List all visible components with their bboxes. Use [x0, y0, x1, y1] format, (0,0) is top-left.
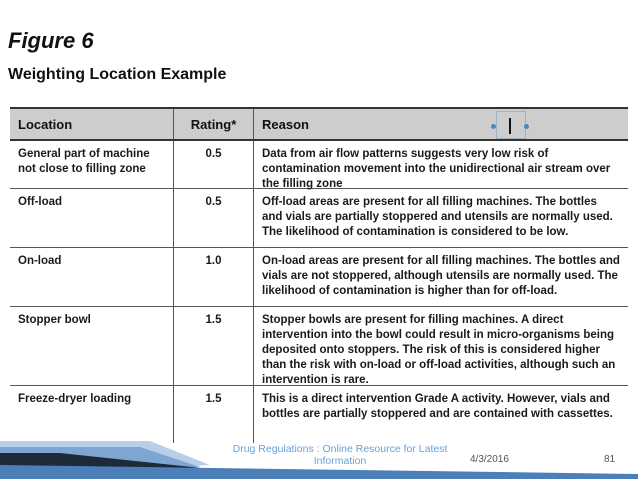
footer-page-number: 81	[604, 454, 616, 465]
figure-title: Figure 6	[8, 28, 94, 53]
table-row	[10, 189, 628, 248]
cell-rating: 1.0	[174, 248, 254, 306]
cell-location: On-load	[10, 248, 174, 306]
weighting-table	[10, 107, 628, 443]
cell-reason: Data from air flow patterns suggests very low risk of contamination movement into the unidirectional air stream over the filling zone	[262, 148, 611, 190]
cell-rating: 0.5	[174, 189, 254, 247]
footer-source-link[interactable]: Drug Regulations : Online Resource for Latest Information	[232, 443, 448, 467]
cell-reason: On-load areas are present for all filling machines. The bottles and vials are not stoppered, although utensils are normally used. The likelihood of contamination is higher than for off-load.	[262, 255, 620, 297]
cell-reason: This is a direct intervention Grade A activity. However, vials and bottles are partially stoppered and are contained with cassettes.	[262, 393, 613, 420]
cell-reason: Off-load areas are present for all filling machines. The bottles and vials are partially stoppered and utensils are normally used. The likelihood of contamination is considered to be low.	[262, 196, 613, 238]
table-row	[10, 248, 628, 307]
cell-location: Off-load	[10, 189, 174, 247]
table-header-row	[10, 109, 628, 141]
table-row	[10, 141, 628, 189]
cell-rating: 1.5	[174, 386, 254, 443]
cell-location: General part of machine not close to filling zone	[10, 141, 174, 188]
selection-handle-left[interactable]	[491, 124, 496, 129]
figure-subtitle: Weighting Location Example	[8, 66, 227, 83]
text-cursor	[509, 118, 511, 134]
header-rating: Rating*	[174, 109, 254, 139]
text-selection-box[interactable]	[496, 111, 526, 139]
cell-rating: 0.5	[174, 141, 254, 188]
cell-reason: Stopper bowls are present for filling machines. A direct intervention into the bowl could result in micro-organisms being deposited onto stoppers. The risk of this is considered higher than the risk with on-load or off-load activities, although such an intervention is rare.	[262, 314, 616, 386]
header-reason: Reason	[262, 116, 309, 132]
table-row	[10, 386, 628, 443]
cell-rating: 1.5	[174, 307, 254, 385]
cell-location: Stopper bowl	[10, 307, 174, 385]
header-location: Location	[10, 109, 174, 139]
selection-handle-right[interactable]	[524, 124, 529, 129]
cell-location: Freeze-dryer loading	[10, 386, 174, 443]
footer-date: 4/3/2016	[470, 454, 509, 465]
table-row	[10, 307, 628, 386]
